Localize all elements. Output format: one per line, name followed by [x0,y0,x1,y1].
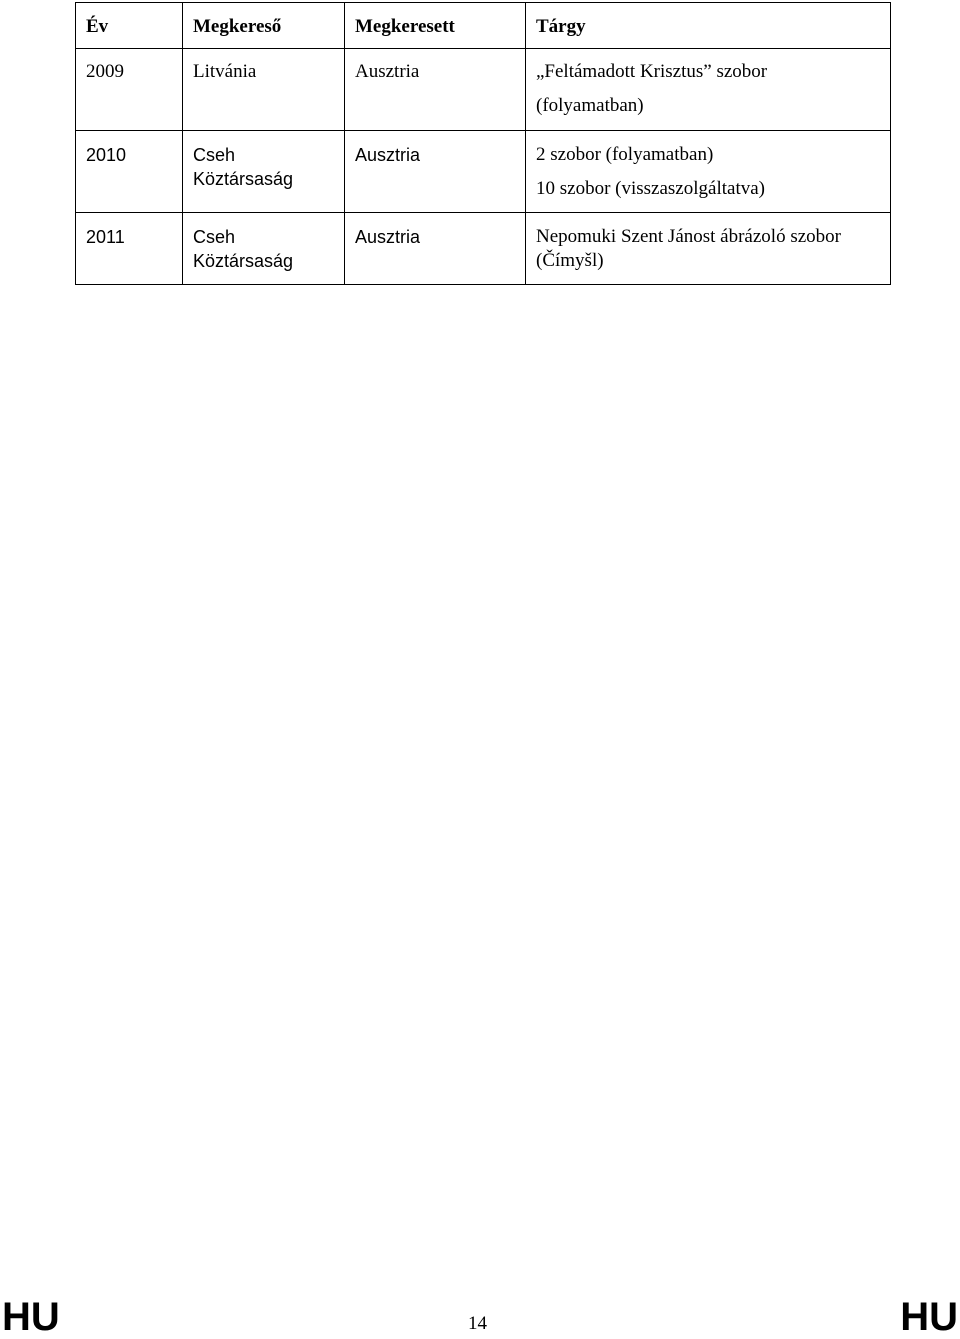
footer-language-label-left: HU [2,1295,60,1339]
header-requested: Megkeresett [345,3,526,49]
requester-line: Cseh [193,145,236,165]
cell-object [526,131,891,213]
cell-object [526,213,891,285]
requester-line: Cseh [193,227,236,247]
cell-requested: Ausztria [345,131,526,213]
cases-table [75,2,891,285]
table-row [76,213,891,285]
cell-object [526,49,891,131]
object-line: (folyamatban) [536,95,644,116]
cell-year: 2009 [76,49,183,131]
cell-requester [183,213,345,285]
footer-language-label-right: HU [900,1295,958,1339]
object-line: „Feltámadott Krisztus” szobor [536,61,768,82]
table-row [76,49,891,131]
object-line: Nepomuki Szent Jánost ábrázoló szobor [536,226,841,247]
page-number: 14 [468,1313,487,1334]
table-header-row [76,3,891,49]
header-requester: Megkereső [183,3,345,49]
cell-requested: Ausztria [345,49,526,131]
cell-requester [183,131,345,213]
cell-year: 2011 [76,213,183,285]
object-line: 2 szobor (folyamatban) [536,144,714,165]
requester-line: Köztársaság [193,251,294,271]
requester-line: Köztársaság [193,169,294,189]
object-line: (Čímyšl) [536,250,604,271]
header-year: Év [76,3,183,49]
table-row [76,131,891,213]
cell-year: 2010 [76,131,183,213]
cell-requester: Litvánia [183,49,345,131]
header-object: Tárgy [526,3,891,49]
cell-requested: Ausztria [345,213,526,285]
object-line: 10 szobor (visszaszolgáltatva) [536,178,765,199]
